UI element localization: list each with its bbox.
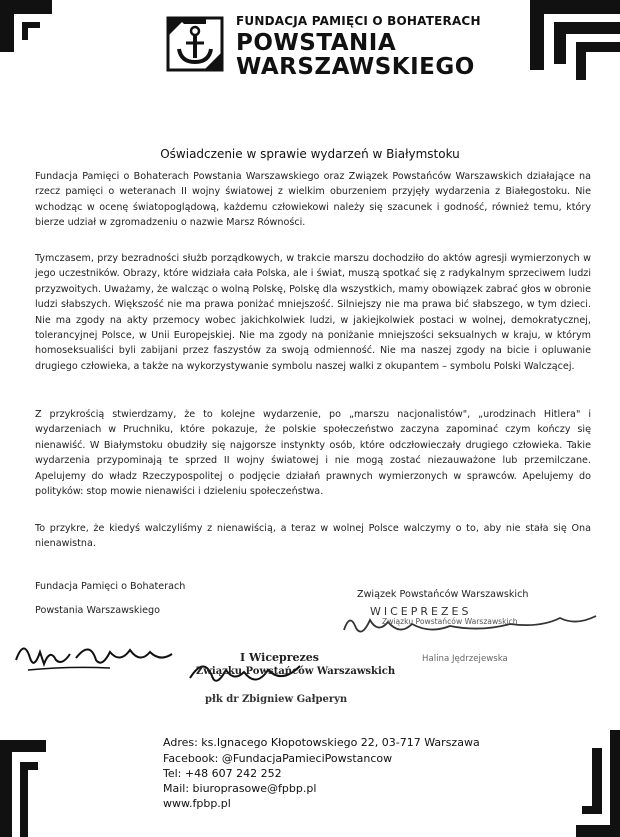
- stamp-middle-title: I Wiceprezes: [240, 651, 319, 664]
- org-name-line1: FUNDACJA PAMIĘCI O BOHATERACH: [236, 14, 481, 28]
- org-name-line2: POWSTANIA: [236, 30, 397, 56]
- document-title: Oświadczenie w sprawie wydarzeń w Białymstoku: [160, 147, 460, 161]
- corner-ornament-top-right: [520, 0, 620, 80]
- corner-ornament-bottom-right: [560, 730, 620, 837]
- contact-phone[interactable]: Tel: +48 607 242 252: [163, 767, 282, 780]
- paragraph-1: Fundacja Pamięci o Bohaterach Powstania Warszawskiego oraz Związek Powstańców Warszawskich działające na rzecz pamięci o weteranach II wojny światowej z wielkim oburzeniem przyjęły wydarzenia z Białegostoku. Nie wchodząc w ocenę światopoglądową, każdemu człowiekowi należy się szacunek i godność, również temu, który bierze udział w zgromadzeniu o nazwie Marsz Równości.: [35, 171, 591, 229]
- stamp-right-title: WICEPREZES: [370, 605, 472, 618]
- corner-ornament-bottom-left: [0, 740, 60, 837]
- stamp-middle-org: Związku Powstańców Warszawskich: [196, 666, 396, 677]
- signatory-left-line1: Fundacja Pamięci o Bohaterach: [35, 581, 186, 592]
- stamp-right-name: Halina Jędrzejewska: [422, 654, 508, 664]
- signatory-left-line2: Powstania Warszawskiego: [35, 605, 161, 616]
- contact-website[interactable]: www.fpbp.pl: [163, 797, 231, 810]
- contact-facebook[interactable]: Facebook: @FundacjaPamieciPowstancow: [163, 752, 393, 765]
- stamp-right-org: Związku Powstańców Warszawskich: [382, 617, 518, 626]
- stamp-middle-name: płk dr Zbigniew Gałperyn: [205, 694, 348, 705]
- org-name-line3: WARSZAWSKIEGO: [236, 54, 475, 80]
- signatory-right-line1: Związek Powstańców Warszawskich: [357, 589, 529, 600]
- handwritten-signature-left: [10, 630, 180, 675]
- contact-email[interactable]: Mail: biuroprasowe@fpbp.pl: [163, 782, 317, 795]
- corner-ornament-top-left: [0, 0, 70, 70]
- paragraph-4: To przykre, że kiedyś walczyliśmy z nienawiścią, a teraz w wolnej Polsce walczymy o to, aby nie stała się Ona nienawistna.: [35, 523, 591, 550]
- paragraph-2: Tymczasem, przy bezradności służb porządkowych, w trakcie marszu dochodziło do aktów agresji wymierzonych w jego uczestników. Obrazy, które widziała cała Polska, ale i świat, muszą spotkać się z radykalnym sprzeciwem ludzi przyzwoitych. Uważamy, że walcząc o wolną Polskę, Polskę dla wszystkich, mamy obowiązek zabrać głos w obronie ludzi słabszych. Większość nie ma prawa poniżać mniejszość. Silniejszy nie ma prawa bić słabszego, w tym dzieci. Nie ma zgody na akty przemocy wobec jakichkolwiek ludzi, w jakiejkolwiek postaci w wolnej, demokratycznej, tolerancyjnej Polsce, w Unii Europejskiej. Nie ma zgody na poniżanie mniejszości seksualnych w kraju, w którym homoseksualiści byli zabijani przez faszystów za swoją odmienność. Nie ma naszej zgody na bicie i opluwanie drugiego człowieka, a także na wykorzystywanie symbolu naszej walki z okupantem – symbolu Polski Walczącej.: [35, 253, 591, 372]
- contact-address: Adres: ks.Ignacego Kłopotowskiego 22, 03-717 Warszawa: [163, 736, 480, 749]
- paragraph-3: Z przykrością stwierdzamy, że to kolejne wydarzenie, po „marszu nacjonalistów", „urodzinach Hitlera" i wydarzeniach w Pruchniku, które pokazuje, że polskie społeczeństwo zaczyna zapominać czym kończy się nienawiść. W Białymstoku obudziły się najgorsze instynkty osób, które odczłowieczały drugiego człowieka. Takie wydarzenia przypominają te sprzed II wojny światowej i nie mogą zostać niezauważone lub przemilczane. Apelujemy do władz Rzeczypospolitej o podjęcie działań prawnych wymierzonych w sprawców. Apelujemy do polityków: stop mowie nienawiści i dzieleniu społeczeństwa.: [35, 409, 591, 498]
- anchor-logo-icon: [166, 16, 224, 72]
